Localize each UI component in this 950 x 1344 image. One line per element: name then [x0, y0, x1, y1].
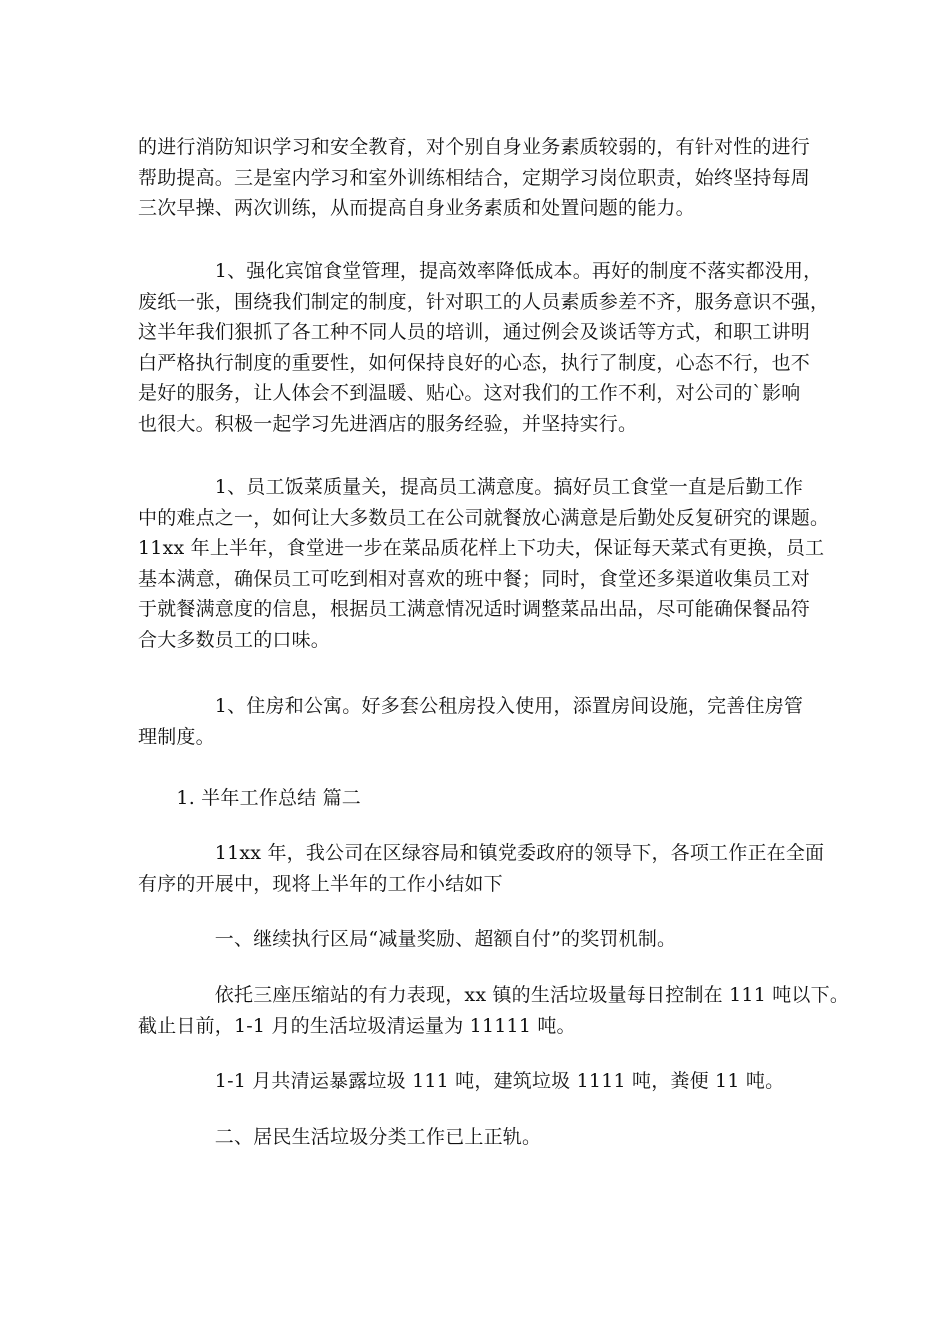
text-line: 的进行消防知识学习和安全教育，对个别自身业务素质较弱的，有针对性的进行	[138, 136, 811, 158]
text-line: 理制度。	[138, 725, 215, 748]
text-line: 有序的开展中，现将上半年的工作小结如下	[138, 872, 503, 895]
paragraph-item-one	[138, 924, 828, 955]
paragraph-canteen-management	[138, 256, 828, 439]
text-line: 1-1 月共清运暴露垃圾 111 吨，建筑垃圾 1111 吨，粪便 11 吨。	[138, 1070, 785, 1092]
text-line: 1、员工饭菜质量关，提高员工满意度。搞好员工食堂一直是后勤工作	[138, 476, 804, 498]
paragraph-waste-volume	[138, 1066, 828, 1097]
text-line: 中的难点之一，如何让大多数员工在公司就餐放心满意是后勤处反复研究的课题。	[138, 506, 830, 529]
text-line: 二、居民生活垃圾分类工作已上正轨。	[138, 1126, 542, 1148]
paragraph-staff-meals	[138, 472, 828, 655]
paragraph-compression-station	[138, 980, 850, 1041]
paragraph-safety-training	[138, 132, 828, 224]
text-line: 1、住房和公寓。好多套公租房投入使用，添置房间设施，完善住房管	[138, 695, 804, 717]
section-heading	[138, 783, 828, 814]
paragraph-intro	[138, 838, 828, 899]
text-line: 11xx 年上半年，食堂进一步在菜品质花样上下功夫，保证每天菜式有更换，员工	[138, 537, 825, 559]
text-line: 合大多数员工的口味。	[138, 628, 331, 651]
heading-text: 1. 半年工作总结 篇二	[138, 787, 362, 809]
text-line: 这半年我们狠抓了各工种不同人员的培训，通过例会及谈话等方式，和职工讲明	[138, 321, 811, 343]
text-line: 基本满意，确保员工可吃到相对喜欢的班中餐；同时，食堂还多渠道收集员工对	[138, 567, 811, 590]
text-line: 三次早操、两次训练，从而提高自身业务素质和处置问题的能力。	[138, 197, 695, 219]
text-line: 也很大。积极一起学习先进酒店的服务经验，并坚持实行。	[138, 412, 638, 435]
text-line: 依托三座压缩站的有力表现，xx 镇的生活垃圾量每日控制在 111 吨以下。	[138, 984, 850, 1006]
text-line: 截止日前，1-1 月的生活垃圾清运量为 11111 吨。	[138, 1014, 576, 1037]
text-line: 1、强化宾馆食堂管理，提高效率降低成本。再好的制度不落实都没用，	[138, 260, 823, 282]
text-line: 帮助提高。三是室内学习和室外训练相结合，定期学习岗位职责，始终坚持每周	[138, 166, 811, 189]
text-line: 于就餐满意度的信息，根据员工满意情况适时调整菜品出品，尽可能确保餐品符	[138, 598, 811, 620]
text-line: 废纸一张，围绕我们制定的制度，针对职工的人员素质参差不齐，服务意识不强，	[138, 290, 830, 313]
paragraph-housing	[138, 691, 828, 752]
text-line: 是好的服务，让人体会不到温暖、贴心。这对我们的工作不利，对公司的`影响	[138, 382, 801, 404]
text-line: 11xx 年，我公司在区绿容局和镇党委政府的领导下，各项工作正在全面	[138, 842, 825, 864]
text-line: 白严格执行制度的重要性，如何保持良好的心态，执行了制度，心态不行，也不	[138, 351, 811, 374]
paragraph-item-two	[138, 1122, 828, 1153]
text-line: 一、继续执行区局“减量奖励、超额自付”的奖罚机制。	[138, 928, 677, 950]
